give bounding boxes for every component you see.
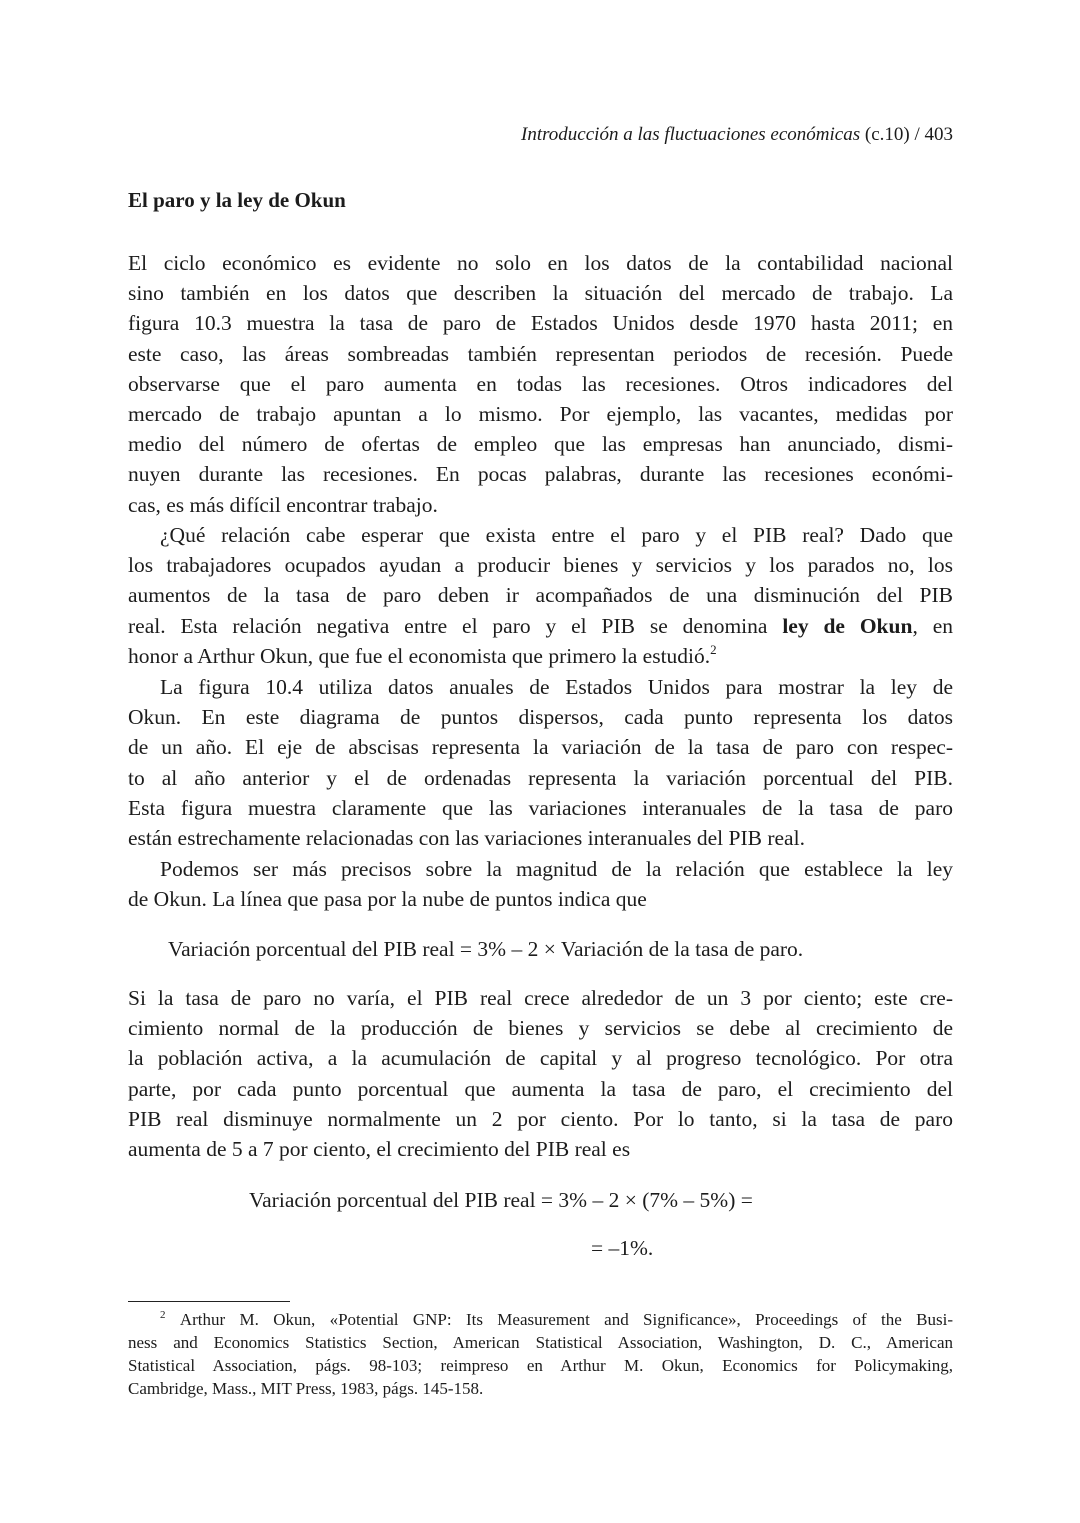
text-line: cimiento normal de la producción de bienes y servicios se debe al crecimiento de	[128, 1016, 953, 1041]
text-line: Si la tasa de paro no varía, el PIB real crece alrededor de un 3 por ciento; este cre-	[128, 986, 953, 1010]
text-line: El ciclo económico es evidente no solo en los datos de la contabilidad nacional	[128, 251, 953, 275]
header-separator: /	[909, 124, 925, 145]
text-line: la población activa, a la acumulación de capital y al progreso tecnológico. Por otra	[128, 1046, 953, 1071]
text-line: Statistical Association, págs. 98-103; reimpreso en Arthur M. Okun, Economics for Policymaking,	[128, 1356, 953, 1375]
text-segment: honor a Arthur Okun, que fue el economista que primero la estudió.	[128, 643, 711, 668]
text-line: este caso, las áreas sombreadas también representan periodos de recesión. Puede	[128, 341, 953, 366]
paragraph-4	[128, 854, 953, 914]
header-title: Introducción a las fluctuaciones económicas	[521, 124, 861, 145]
text-line: están estrechamente relacionadas con las variaciones interanuales del PIB real.	[128, 825, 805, 850]
text-line: to al año anterior y el de ordenadas representa la variación porcentual del PIB.	[128, 765, 953, 790]
text-line	[128, 641, 953, 671]
text-line: Okun. En este diagrama de puntos dispersos, cada punto representa los datos	[128, 705, 953, 730]
text-line: los trabajadores ocupados ayudan a producir bienes y servicios y los parados no, los	[128, 553, 953, 578]
text-line: de Okun. La línea que pasa por la nube de puntos indica que	[128, 887, 647, 912]
footnote-ref[interactable]: 2	[710, 641, 717, 657]
text-line: parte, por cada punto porcentual que aumenta la tasa de paro, el crecimiento del	[128, 1076, 953, 1101]
text-line: Esta figura muestra claramente que las variaciones interanuales de la tasa de paro	[128, 795, 953, 820]
paragraph-5	[128, 983, 953, 1164]
text-line: ness and Economics Statistics Section, American Statistical Association, Washington, D. C., American	[128, 1333, 953, 1352]
header-chapter: (c.10)	[864, 124, 910, 145]
paragraph-1	[128, 248, 953, 520]
text-line: Podemos ser más precisos sobre la magnitud de la relación que establece la ley	[160, 857, 953, 881]
text-line: Cambridge, Mass., MIT Press, 1983, págs. 145-158.	[128, 1379, 484, 1398]
text-segment: , en	[912, 613, 953, 638]
text-segment: Arthur M. Okun, «Potential GNP: Its Measurement and Significance», Proceedings of the Busi-	[179, 1310, 953, 1329]
key-term: ley de Okun	[782, 613, 913, 638]
footnote	[128, 1308, 953, 1400]
paragraph-3	[128, 672, 953, 853]
equation-result: = –1%.	[591, 1236, 654, 1260]
footnote-divider	[128, 1301, 290, 1302]
text-line: sino también en los datos que describen la situación del mercado de trabajo. La	[128, 281, 953, 306]
equation-example: Variación porcentual del PIB real = 3% – 2 × (7% – 5%) =	[249, 1188, 753, 1212]
page-number: 403	[924, 124, 953, 145]
text-line	[128, 611, 953, 641]
text-line: aumenta de 5 a 7 por ciento, el crecimiento del PIB real es	[128, 1136, 631, 1161]
text-line: figura 10.3 muestra la tasa de paro de Estados Unidos desde 1970 hasta 2011; en	[128, 311, 953, 336]
text-line: medio del número de ofertas de empleo que las empresas han anunciado, dismi-	[128, 432, 953, 457]
equation-okun: Variación porcentual del PIB real = 3% – 2 × Variación de la tasa de paro.	[168, 937, 804, 961]
text-line: PIB real disminuye normalmente un 2 por ciento. Por lo tanto, si la tasa de paro	[128, 1106, 953, 1131]
text-line: de un año. El eje de abscisas representa la variación de la tasa de paro con respec-	[128, 735, 953, 760]
text-line: La figura 10.4 utiliza datos anuales de Estados Unidos para mostrar la ley de	[160, 675, 953, 699]
text-line	[128, 1308, 953, 1331]
text-line: ¿Qué relación cabe esperar que exista entre el paro y el PIB real? Dado que	[160, 523, 953, 547]
text-line: observarse que el paro aumenta en todas las recesiones. Otros indicadores del	[128, 371, 953, 396]
paragraph-2	[128, 520, 953, 671]
text-line: cas, es más difícil encontrar trabajo.	[128, 492, 438, 517]
text-line: aumentos de la tasa de paro deben ir acompañados de una disminución del PIB	[128, 583, 953, 608]
text-line: mercado de trabajo apuntan a lo mismo. Por ejemplo, las vacantes, medidas por	[128, 401, 953, 426]
text-line: nuyen durante las recesiones. En pocas palabras, durante las recesiones económi-	[128, 462, 953, 487]
text-segment: real. Esta relación negativa entre el paro y el PIB se denomina	[128, 613, 783, 638]
running-header	[521, 124, 953, 146]
footnote-mark: 2	[160, 1309, 166, 1321]
section-heading: El paro y la ley de Okun	[128, 188, 346, 212]
